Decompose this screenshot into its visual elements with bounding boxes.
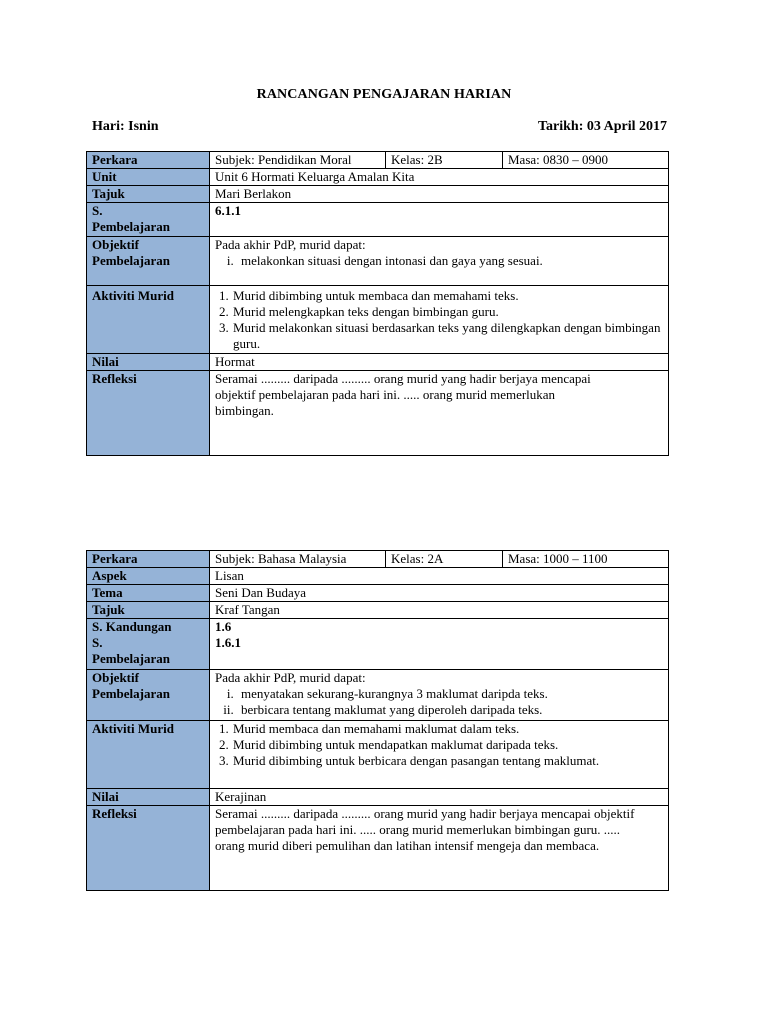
aktiviti-list: [215, 288, 664, 352]
table-row: [87, 619, 669, 670]
objektif-intro: Pada akhir PdP, murid dapat:: [215, 670, 366, 685]
objektif-label-line-2: Pembelajaran: [92, 686, 170, 701]
unit-label: Unit: [87, 169, 210, 186]
list-item: 3. Murid dibimbing untuk berbicara dengan pasangan tentang maklumat.: [232, 753, 664, 769]
list-item: i. melakonkan situasi dengan intonasi dan gaya yang sesuai.: [237, 253, 664, 269]
tajuk-label: Tajuk: [87, 186, 210, 203]
table-row: [87, 806, 669, 891]
sp-label-line-1: S.: [92, 203, 103, 218]
sp-value: 6.1.1: [210, 203, 669, 237]
refleksi-label: Refleksi: [87, 806, 210, 891]
aktiviti-value: [210, 721, 669, 789]
sp-label: [87, 203, 210, 237]
sk-value: 1.6: [215, 619, 232, 634]
sp-label-line-2: Pembelajaran: [92, 219, 170, 234]
subjek-cell: Subjek: Pendidikan Moral: [210, 152, 386, 169]
objektif-label-line-1: Objektif: [92, 237, 139, 252]
lesson-plan-table-1: [86, 151, 669, 456]
table-row: [87, 186, 669, 203]
table-row: [87, 203, 669, 237]
day-label: Hari: Isnin: [92, 119, 159, 134]
table-row: [87, 789, 669, 806]
objektif-label-line-2: Pembelajaran: [92, 253, 170, 268]
table-row: [87, 169, 669, 186]
table-row: [87, 354, 669, 371]
refleksi-value: Seramai ......... daripada ......... orang murid yang hadir berjaya mencapai objektif pembelajaran pada hari ini. ..... orang murid memerlukan bimbingan guru. ..... orang murid diberi pemulihan dan latihan intensif mengeja dan membaca.: [210, 806, 669, 891]
refleksi-label: Refleksi: [87, 371, 210, 456]
table-row: [87, 568, 669, 585]
nilai-label: Nilai: [87, 354, 210, 371]
aktiviti-label: Aktiviti Murid: [87, 721, 210, 789]
sp-label-line-2: Pembelajaran: [92, 651, 170, 666]
tajuk-value: Kraf Tangan: [210, 602, 669, 619]
list-item: 1. Murid membaca dan memahami maklumat dalam teks.: [232, 721, 664, 737]
list-item: 3. Murid melakonkan situasi berdasarkan teks yang dilengkapkan dengan bimbingan guru.: [232, 320, 664, 352]
list-item: 2. Murid melengkapkan teks dengan bimbingan guru.: [232, 304, 664, 320]
objektif-list: [215, 686, 664, 718]
objektif-label: [87, 670, 210, 721]
aktiviti-value: [210, 286, 669, 354]
sk-label: S. Kandungan: [92, 619, 172, 634]
table-row: [87, 670, 669, 721]
table-row: [87, 237, 669, 286]
list-item: 1. Murid dibimbing untuk membaca dan memahami teks.: [232, 288, 664, 304]
objektif-list: [215, 253, 664, 269]
table-row: [87, 286, 669, 354]
sk-sp-value: [210, 619, 669, 670]
aspek-value: Lisan: [210, 568, 669, 585]
list-item: ii. berbicara tentang maklumat yang diperoleh daripada teks.: [237, 702, 664, 718]
tajuk-label: Tajuk: [87, 602, 210, 619]
objektif-label: [87, 237, 210, 286]
nilai-value: Hormat: [210, 354, 669, 371]
masa-cell: Masa: 0830 – 0900: [503, 152, 669, 169]
table-row: [87, 585, 669, 602]
objektif-value: [210, 237, 669, 286]
nilai-label: Nilai: [87, 789, 210, 806]
document-title: RANCANGAN PENGAJARAN HARIAN: [256, 87, 512, 102]
refleksi-value: Seramai ......... daripada ......... orang murid yang hadir berjaya mencapai objektif pembelajaran pada hari ini. ..... orang murid memerlukan bimbingan.: [210, 371, 669, 456]
table-row: [87, 721, 669, 789]
aspek-label: Aspek: [87, 568, 210, 585]
list-item: 2. Murid dibimbing untuk mendapatkan maklumat daripada teks.: [232, 737, 664, 753]
objektif-intro: Pada akhir PdP, murid dapat:: [215, 237, 366, 252]
sp-value: 1.6.1: [215, 635, 241, 650]
table-row: [87, 551, 669, 568]
masa-cell: Masa: 1000 – 1100: [503, 551, 669, 568]
list-item: i. menyatakan sekurang-kurangnya 3 maklumat daripda teks.: [237, 686, 664, 702]
kelas-cell: Kelas: 2B: [386, 152, 503, 169]
nilai-value: Kerajinan: [210, 789, 669, 806]
perkara-label: Perkara: [87, 152, 210, 169]
tajuk-value: Mari Berlakon: [210, 186, 669, 203]
date-label: Tarikh: 03 April 2017: [537, 119, 667, 134]
objektif-label-line-1: Objektif: [92, 670, 139, 685]
sk-sp-label: [87, 619, 210, 670]
table-row: [87, 371, 669, 456]
tema-label: Tema: [87, 585, 210, 602]
lesson-plan-table-2: [86, 550, 669, 891]
tema-value: Seni Dan Budaya: [210, 585, 669, 602]
table-row: [87, 602, 669, 619]
unit-value: Unit 6 Hormati Keluarga Amalan Kita: [210, 169, 669, 186]
aktiviti-list: [215, 721, 664, 769]
aktiviti-label: Aktiviti Murid: [87, 286, 210, 354]
perkara-label: Perkara: [87, 551, 210, 568]
objektif-value: [210, 670, 669, 721]
table-row: [87, 152, 669, 169]
sp-label-line-1: S.: [92, 635, 103, 650]
subjek-cell: Subjek: Bahasa Malaysia: [210, 551, 386, 568]
kelas-cell: Kelas: 2A: [386, 551, 503, 568]
